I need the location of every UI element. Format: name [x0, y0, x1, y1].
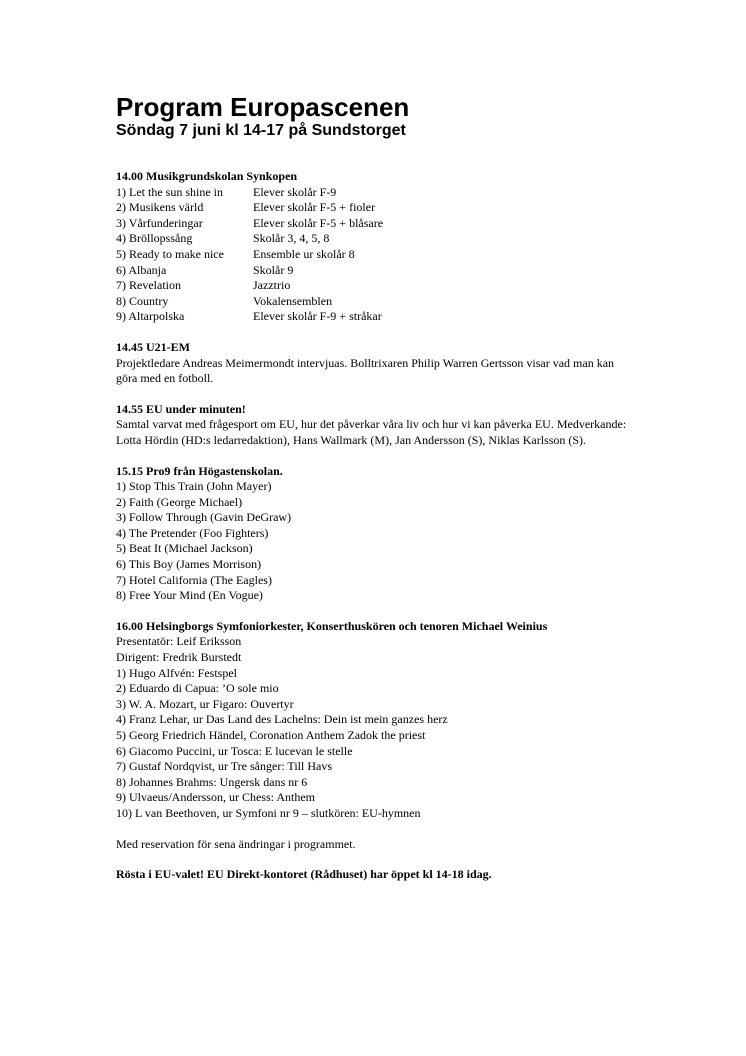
program-row — [116, 216, 636, 232]
list-item: 8) Johannes Brahms: Ungersk dans nr 6 — [116, 774, 308, 789]
row-item: 9) Altarpolska — [116, 309, 185, 324]
program-row — [116, 263, 636, 279]
list-item: 5) Georg Friedrich Händel, Coronation Anthem Zadok the priest — [116, 728, 426, 742]
list-item: 3) W. A. Mozart, ur Figaro: Ouvertyr — [116, 696, 294, 711]
list-item: 6) Giacomo Puccini, ur Tosca: E lucevan le stelle — [116, 743, 353, 758]
row-performer: Elever skolår F-9 + stråkar — [253, 309, 382, 324]
row-item: 3) Vårfunderingar — [116, 215, 203, 230]
list-item: 2) Eduardo di Capua: ’O sole mio — [116, 681, 279, 696]
list-item: 1) Hugo Alfvén: Festspel — [116, 665, 237, 680]
list-item: 1) Stop This Train (John Mayer) — [116, 479, 272, 494]
row-performer: Elever skolår F-9 — [253, 184, 337, 199]
section-symphony — [116, 619, 636, 822]
reservation-note: Med reservation för sena ändringar i programmet. — [116, 836, 356, 851]
row-performer: Ensemble ur skolår 8 — [253, 246, 355, 261]
row-item: 5) Ready to make nice — [116, 246, 224, 261]
section-eu-minute — [116, 402, 636, 449]
row-performer: Skolår 9 — [253, 262, 294, 277]
list-item: 3) Follow Through (Gavin DeGraw) — [116, 510, 292, 525]
program-row — [116, 200, 636, 216]
section-heading: 15.15 Pro9 från Högastenskolan. — [116, 463, 283, 478]
row-item: 8) Country — [116, 293, 169, 308]
document-content — [116, 93, 636, 883]
list-item: 5) Beat It (Michael Jackson) — [116, 541, 253, 556]
section-synkopen — [116, 169, 636, 325]
list-item: 8) Free Your Mind (En Vogue) — [116, 588, 263, 603]
program-row — [116, 185, 636, 201]
list-item: 10) L van Beethoven, ur Symfoni nr 9 – slutkören: EU-hymnen — [116, 805, 421, 820]
program-row — [116, 231, 636, 247]
section-heading: 16.00 Helsingborgs Symfoniorkester, Konserthuskören och tenoren Michael Weinius — [116, 618, 548, 633]
row-item: 2) Musikens värld — [116, 200, 204, 215]
row-item: 7) Revelation — [116, 278, 181, 293]
section-heading: 14.55 EU under minuten! — [116, 401, 246, 416]
list-item: 4) Franz Lehar, ur Das Land des Lachelns: Dein ist mein ganzes herz — [116, 712, 448, 727]
vote-notice: Rösta i EU-valet! EU Direkt-kontoret (Rådhuset) har öppet kl 14-18 idag. — [116, 867, 492, 882]
program-subtitle: Söndag 7 juni kl 14-17 på Sundstorget — [116, 122, 406, 139]
row-performer: Jazztrio — [253, 278, 291, 293]
list-item: 9) Ulvaeus/Andersson, ur Chess: Anthem — [116, 790, 315, 805]
list-item: 4) The Pretender (Foo Fighters) — [116, 525, 269, 540]
program-title: Program Europascenen — [116, 92, 410, 122]
list-item: 6) This Boy (James Morrison) — [116, 557, 262, 572]
list-item: 7) Gustaf Nordqvist, ur Tre sånger: Till Havs — [116, 759, 333, 774]
program-row — [116, 247, 636, 263]
section-heading: 14.45 U21-EM — [116, 339, 190, 354]
section-pro9 — [116, 464, 636, 604]
row-performer: Skolår 3, 4, 5, 8 — [253, 231, 330, 246]
conductor-line: Dirigent: Fredrik Burstedt — [116, 650, 242, 665]
row-performer: Elever skolår F-5 + blåsare — [253, 215, 384, 230]
section-heading: 14.00 Musikgrundskolan Synkopen — [116, 169, 298, 183]
row-item: 4) Bröllopssång — [116, 231, 193, 246]
presenter-line: Presentatör: Leif Eriksson — [116, 634, 242, 649]
section-text: Projektledare Andreas Meimermondt intervjuas. Bolltrixaren Philip Warren Gertsson visar vad man kan göra med en fotboll. — [116, 355, 615, 386]
row-item: 6) Albanja — [116, 262, 167, 277]
row-performer: Elever skolår F-5 + fioler — [253, 200, 376, 215]
list-item: 7) Hotel California (The Eagles) — [116, 572, 272, 587]
row-item: 1) Let the sun shine in — [116, 184, 223, 199]
program-row — [116, 309, 636, 325]
program-row — [116, 294, 636, 310]
list-item: 2) Faith (George Michael) — [116, 494, 243, 509]
program-row — [116, 278, 636, 294]
section-text: Samtal varvat med frågesport om EU, hur det påverkar våra liv och hur vi kan påverka EU. Medverkande: Lotta Hördin (HD:s ledarredaktion), Hans Wallmark (M), Jan Andersson (S), Niklas Karlsson (S). — [116, 417, 627, 447]
row-performer: Vokalensemblen — [253, 293, 333, 308]
section-u21 — [116, 340, 636, 387]
